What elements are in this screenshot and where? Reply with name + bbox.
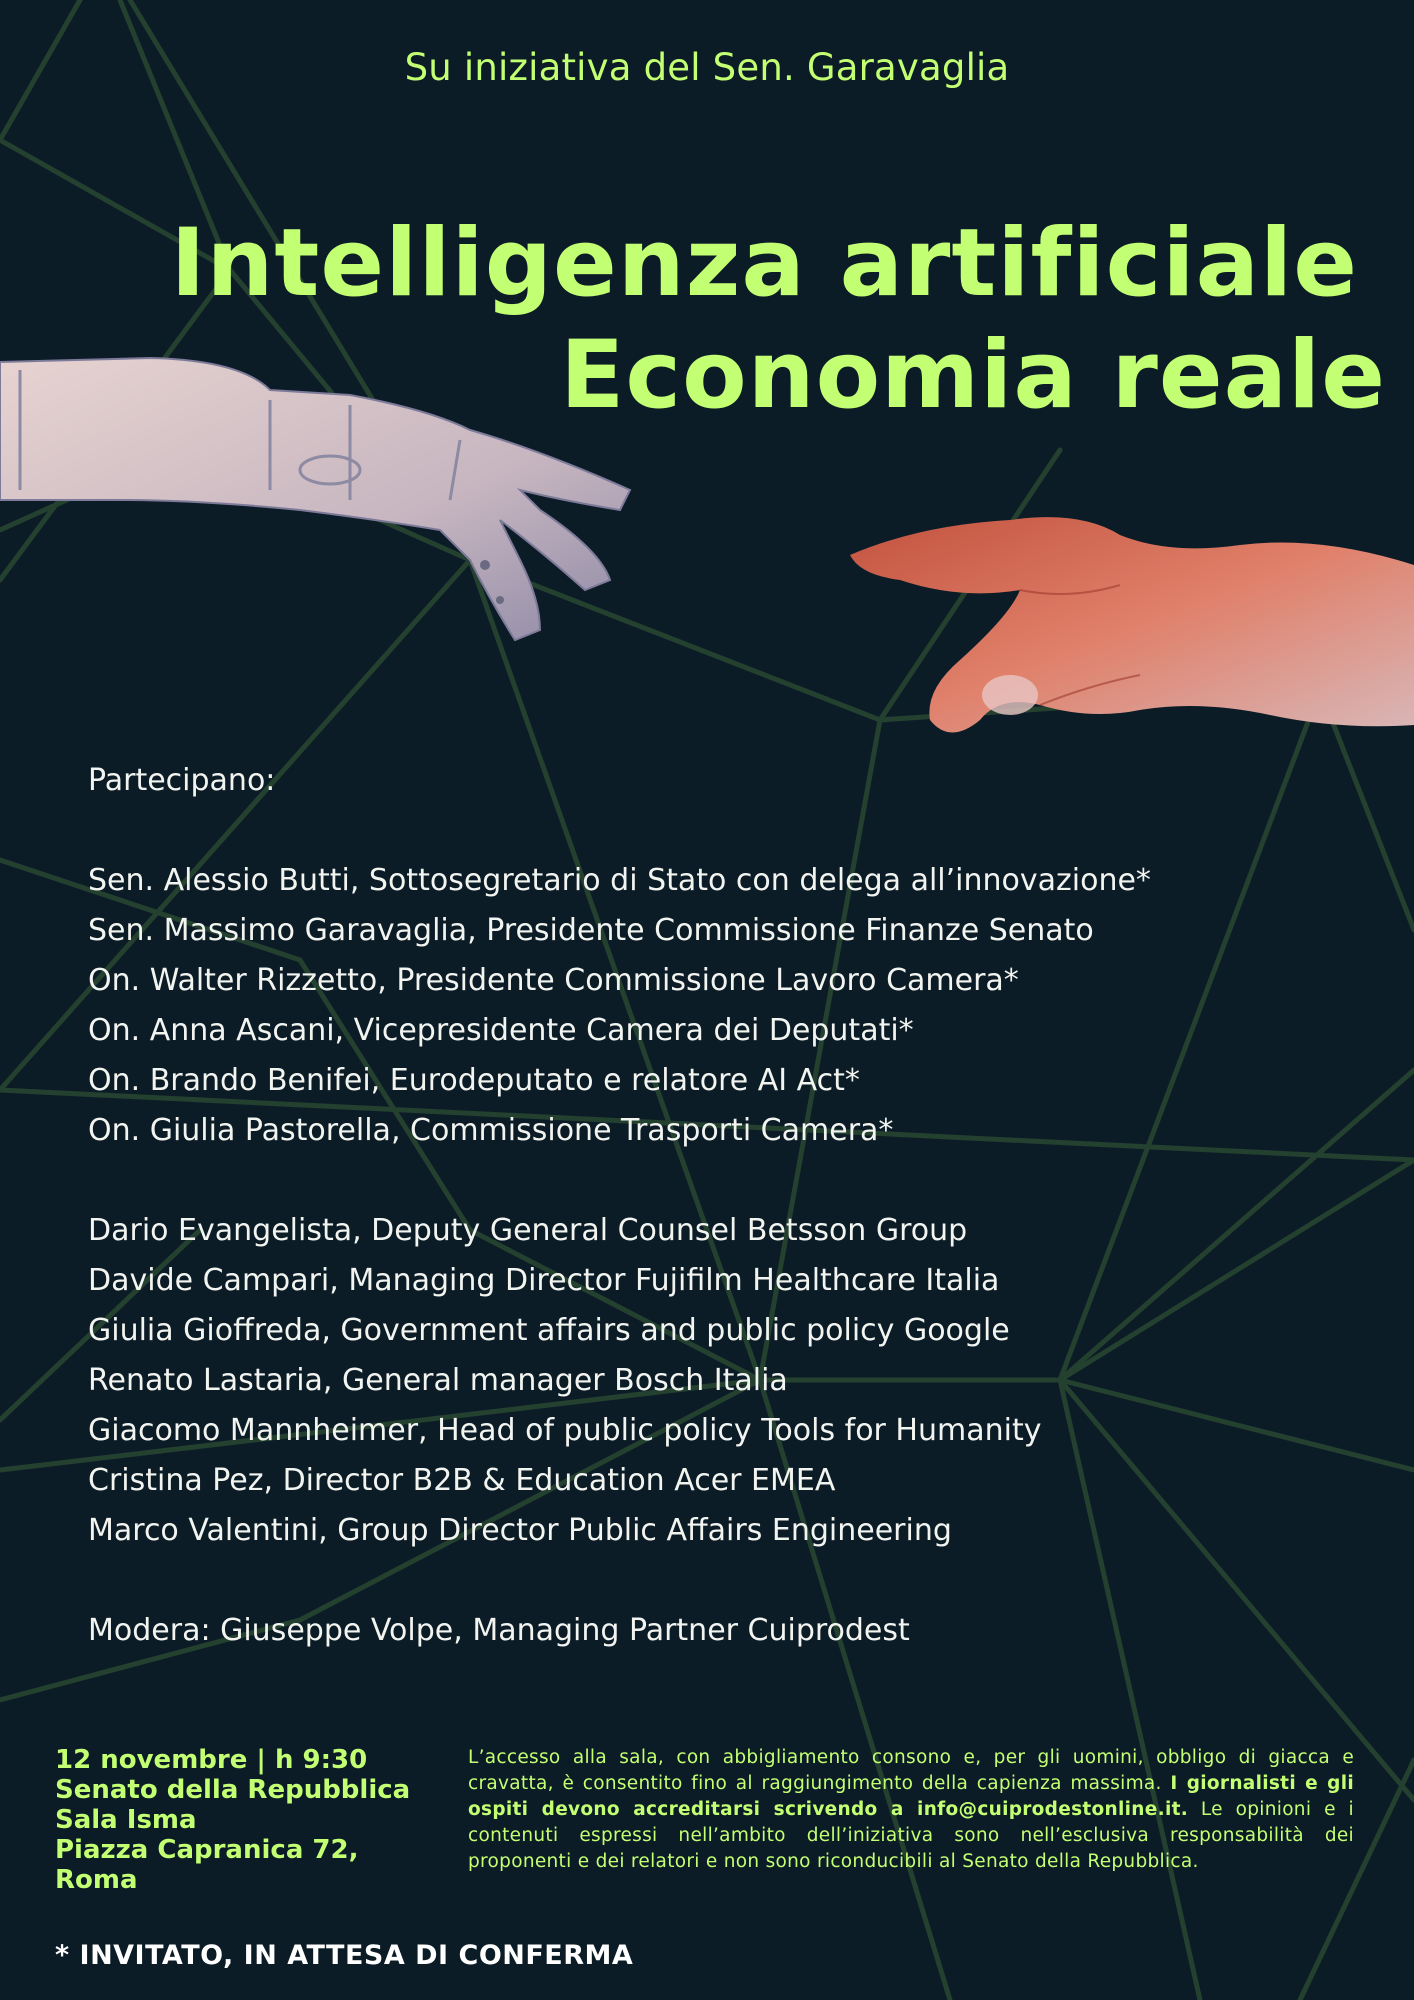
invited-footnote: * INVITATO, IN ATTESA DI CONFERMA [55,1940,634,1971]
speaker-line: On. Brando Benifei, Eurodeputato e relatore AI Act* [88,1063,860,1098]
speaker-line: Davide Campari, Managing Director Fujifilm Healthcare Italia [88,1263,1000,1298]
speaker-line: Giacomo Mannheimer, Head of public policy Tools for Humanity [88,1413,1042,1448]
speaker-line: Giulia Gioffreda, Government affairs and public policy Google [88,1313,1010,1348]
speaker-line: Sen. Alessio Butti, Sottosegretario di Stato con delega all’innovazione* [88,863,1151,898]
speaker-line: Marco Valentini, Group Director Public Affairs Engineering [88,1513,952,1548]
title-line-1: Intelligenza artificiale [170,209,1358,318]
event-date-time: 12 novembre | h 9:30 [55,1745,368,1775]
moderator-line: Modera: Giuseppe Volpe, Managing Partner Cuiprodest [88,1613,910,1648]
speaker-line: Cristina Pez, Director B2B & Education Acer EMEA [88,1463,836,1498]
title-line-2: Economia reale [560,321,1386,430]
speaker-line: Sen. Massimo Garavaglia, Presidente Commissione Finanze Senato [88,913,1094,948]
speakers-intro: Partecipano: [88,763,276,798]
disclaimer-text-1: L’accesso alla sala, con abbigliamento consono e, per gli uomini, obbligo di giacca e cravatta, è consentito fino al raggiungimento della capienza massima. [468,1747,1354,1794]
speaker-line: On. Giulia Pastorella, Commissione Trasporti Camera* [88,1113,894,1148]
initiative-line: Su iniziativa del Sen. Garavaglia [404,46,1010,89]
access-disclaimer [468,1745,1354,1875]
speakers-section [88,756,1238,1656]
accreditation-notice: I giornalisti e gli ospiti devono accreditarsi scrivendo a info@cuiprodestonline.it. [468,1773,1354,1820]
event-address: Piazza Capranica 72, [55,1835,359,1865]
disclaimer-text-2: Le opinioni e i contenuti espressi nell’ambito dell’iniziativa sono nell’esclusiva responsabilità dei proponenti e dei relatori e non sono riconducibili al Senato della Repubblica. [468,1799,1354,1872]
event-details [55,1745,410,1895]
speaker-line: Dario Evangelista, Deputy General Counsel Betsson Group [88,1213,968,1248]
event-venue: Senato della Repubblica [55,1775,411,1805]
event-room: Sala Isma [55,1805,197,1835]
speaker-line: On. Anna Ascani, Vicepresidente Camera dei Deputati* [88,1013,914,1048]
robot-hand-illustration [0,350,640,650]
event-city: Roma [55,1865,138,1895]
speaker-line: Renato Lastaria, General manager Bosch Italia [88,1363,788,1398]
speaker-line: On. Walter Rizzetto, Presidente Commissione Lavoro Camera* [88,963,1019,998]
human-hand-illustration [840,505,1414,745]
